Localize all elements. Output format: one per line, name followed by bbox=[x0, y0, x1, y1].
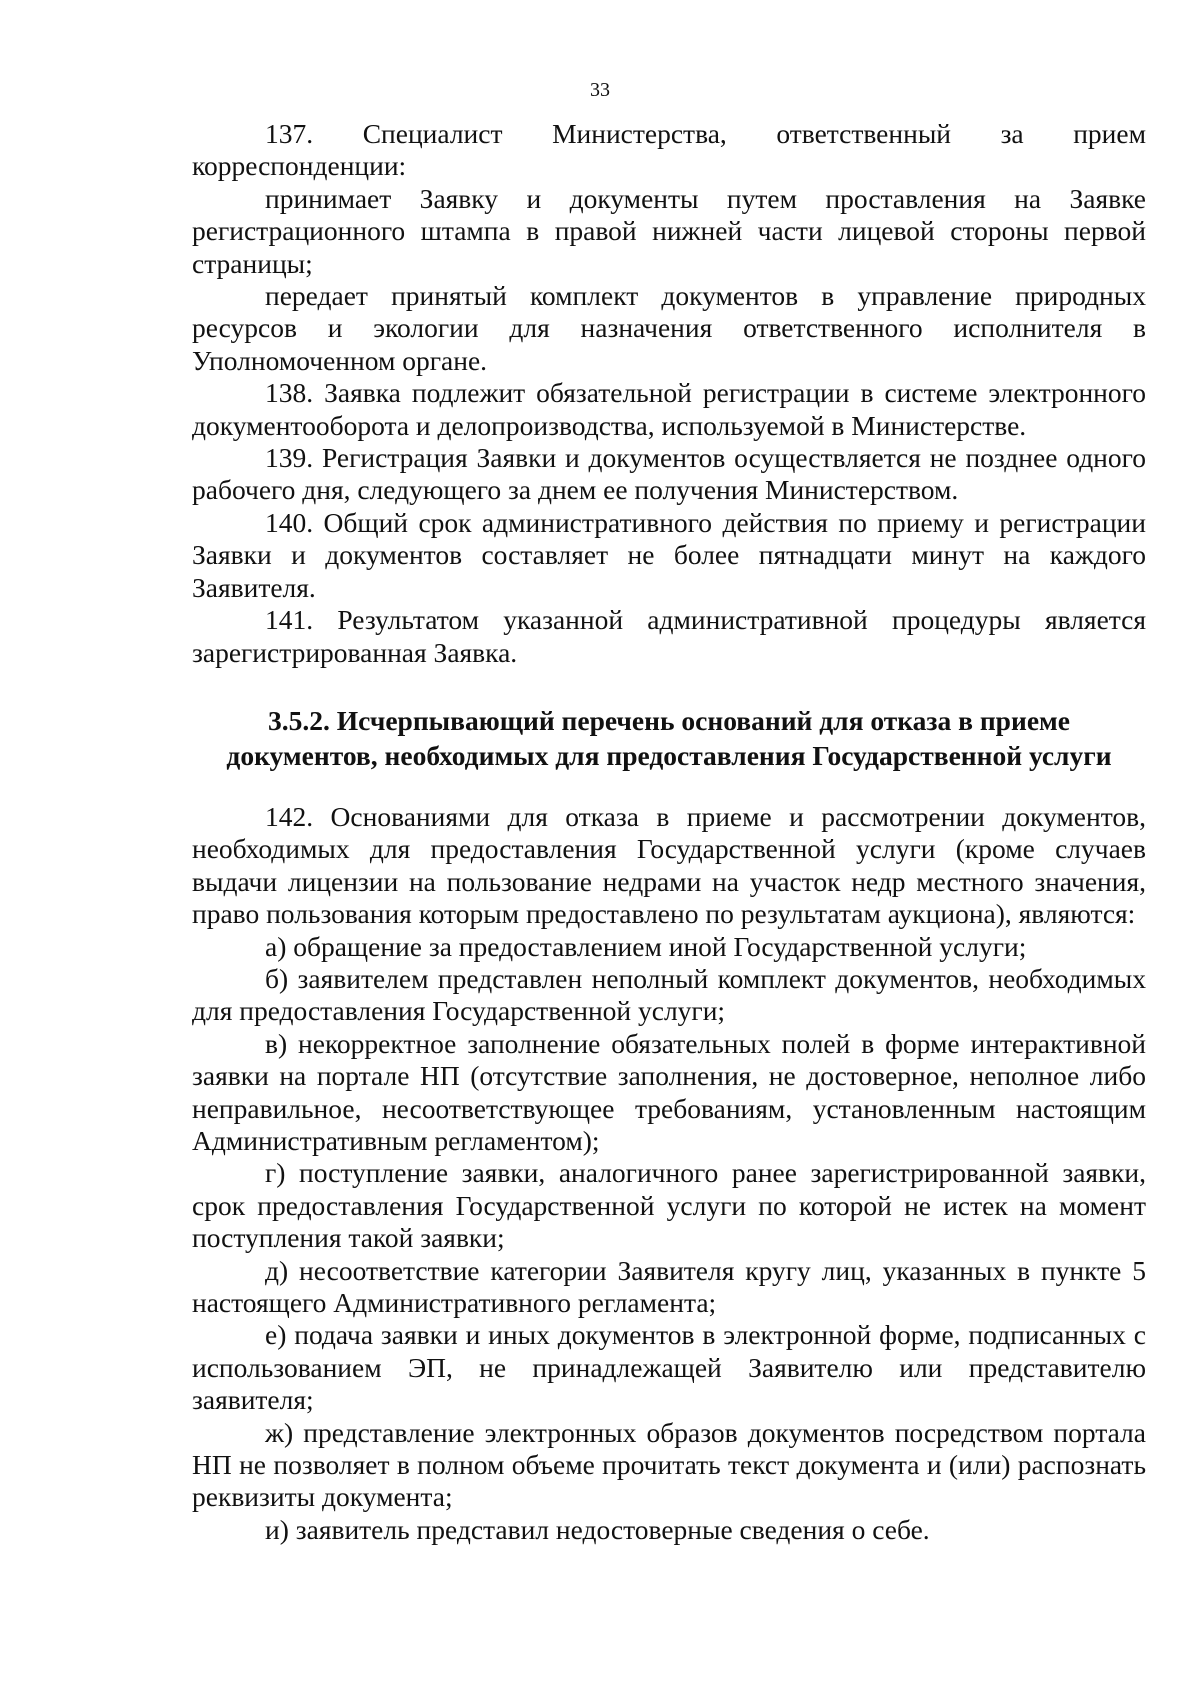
section-heading-line-1: 3.5.2. Исчерпывающий перечень оснований для отказа в приеме bbox=[268, 704, 1070, 736]
paragraph-137-item-2: передает принятый комплект документов в управление природных ресурсов и экологии для назначения ответственного исполнителя в Уполномоченном органе. bbox=[192, 280, 1146, 376]
paragraph-140: 140. Общий срок административного действия по приему и регистрации Заявки и документов составляет не более пятнадцати минут на каждого Заявителя. bbox=[192, 506, 1146, 603]
list-item-v: в) некорректное заполнение обязательных полей в форме интерактивной заявки на портале НП (отсутствие заполнения, не достоверное, неполное либо неправильное, несоответствующее требованиям, установленным настоящим Административным регламентом); bbox=[192, 1027, 1146, 1156]
page-number: 33 bbox=[590, 79, 610, 101]
section-heading bbox=[192, 703, 1146, 773]
paragraph-138: 138. Заявка подлежит обязательной регистрации в системе электронного документооборота и делопроизводства, используемой в Министерстве. bbox=[192, 377, 1146, 441]
document-body bbox=[192, 118, 1146, 1546]
list-item-e: е) подача заявки и иных документов в электронной форме, подписанных с использованием ЭП, не принадлежащей Заявителю или представителю заявителя; bbox=[192, 1319, 1146, 1416]
list-item-b: б) заявителем представлен неполный комплект документов, необходимых для предоставления Государственной услуги; bbox=[192, 962, 1146, 1027]
paragraph-142: 142. Основаниями для отказа в приеме и рассмотрении документов, необходимых для предоставления Государственной услуги (кроме случаев выдачи лицензии на пользование недрами на участок недр местного значения, право пользования которым предоставлено по результатам аукциона), являются: bbox=[192, 800, 1146, 930]
section-heading-line-2: документов, необходимых для предоставления Государственной услуги bbox=[226, 739, 1112, 771]
list-item-a: а) обращение за предоставлением иной Государственной услуги; bbox=[265, 930, 1027, 962]
paragraph-137-item-1: принимает Заявку и документы путем проставления на Заявке регистрационного штампа в правой нижней части лицевой стороны первой страницы; bbox=[192, 182, 1146, 279]
paragraph-141: 141. Результатом указанной административной процедуры является зарегистрированная Заявка. bbox=[192, 604, 1146, 668]
paragraph-139: 139. Регистрация Заявки и документов осуществляется не позднее одного рабочего дня, следующего за днем ее получения Министерством. bbox=[192, 442, 1146, 506]
list-item-d: д) несоответствие категории Заявителя кругу лиц, указанных в пункте 5 настоящего Административного регламента; bbox=[192, 1254, 1146, 1318]
list-item-zh: ж) представление электронных образов документов посредством портала НП не позволяет в полном объеме прочитать текст документа и (или) распознать реквизиты документа; bbox=[192, 1416, 1146, 1513]
paragraph-137: 137. Специалист Министерства, ответственный за прием корреспонденции: bbox=[192, 118, 1146, 182]
list-item-i: и) заявитель представил недостоверные сведения о себе. bbox=[265, 1513, 930, 1545]
list-item-g: г) поступление заявки, аналогичного ранее зарегистрированной заявки, срок предоставления Государственной услуги по которой не истек на момент поступления такой заявки; bbox=[192, 1157, 1146, 1254]
